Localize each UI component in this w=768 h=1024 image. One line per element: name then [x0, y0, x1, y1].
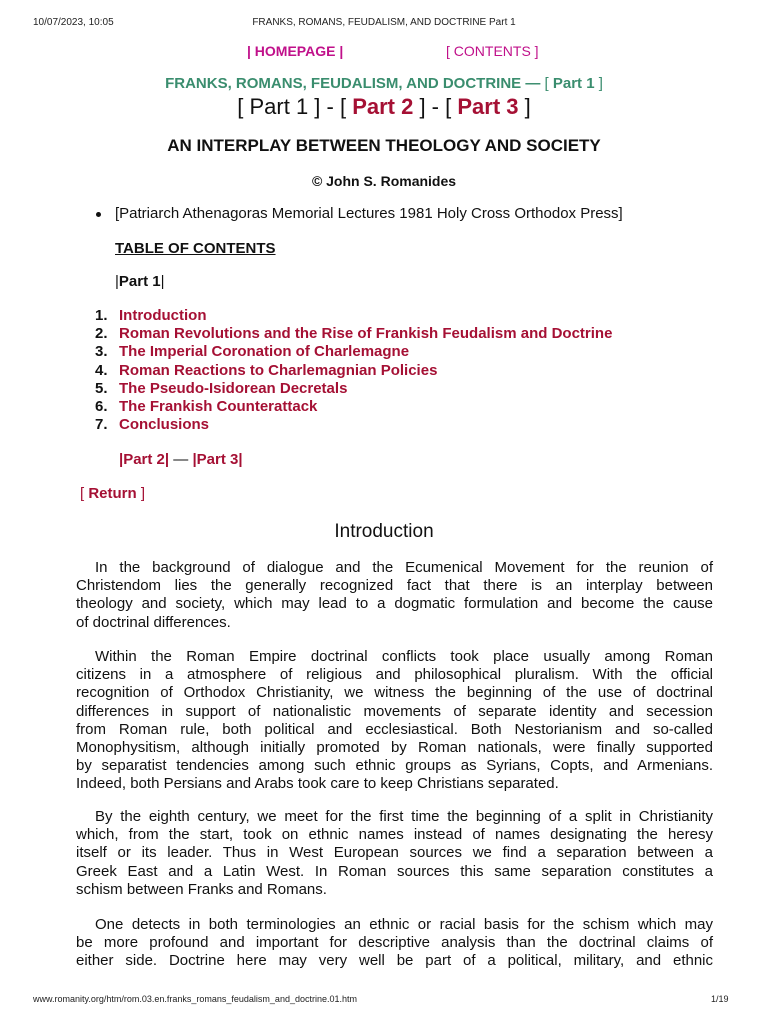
part1-current: [ Part 1 ] - [	[237, 94, 353, 119]
return-link-wrap: [ Return ]	[80, 485, 146, 502]
toc-part1-label: |Part 1|	[115, 273, 165, 290]
toc-item: 5. The Pseudo-Isidorean Decretals	[95, 379, 348, 397]
toc-title: TABLE OF CONTENTS	[115, 240, 276, 257]
return-link[interactable]: Return	[88, 485, 137, 502]
source-note-text: [Patriarch Athenagoras Memorial Lectures 1981 Holy Cross Orthodox Press]	[115, 205, 623, 222]
print-doc-title: FRANKS, ROMANS, FEUDALISM, AND DOCTRINE Part 1	[252, 17, 516, 28]
toc-list	[95, 307, 612, 434]
toc-item: 1. Introduction	[95, 307, 207, 324]
toc-item: 2. Roman Revolutions and the Rise of Frankish Feudalism and Doctrine	[95, 325, 613, 343]
main-heading: AN INTERPLAY BETWEEN THEOLOGY AND SOCIETY	[167, 136, 601, 155]
bullet-dot-icon	[96, 212, 101, 217]
toc-item: 7. Conclusions	[95, 416, 210, 434]
print-datetime: 10/07/2023, 10:05	[33, 17, 114, 28]
toc-link-imperial-coronation[interactable]: The Imperial Coronation of Charlemagne	[119, 343, 410, 361]
page-title-part: Part 1	[552, 75, 595, 92]
section-title: Introduction	[334, 521, 434, 542]
other-parts-nav: |Part 2| — |Part 3|	[119, 451, 243, 468]
parts-nav: [ Part 1 ] - [ Part 2 ] - [ Part 3 ]	[237, 94, 531, 119]
homepage-link[interactable]: | HOMEPAGE |	[247, 43, 344, 59]
toc-link-conclusions[interactable]: Conclusions	[119, 416, 210, 434]
toc-item: 4. Roman Reactions to Charlemagnian Policies	[95, 361, 438, 379]
part2-link[interactable]: Part 2	[352, 94, 414, 119]
page-title-main: FRANKS, ROMANS, FEUDALISM, AND DOCTRINE —	[165, 75, 545, 92]
author-line: © John S. Romanides	[311, 173, 457, 189]
paragraph-3: By the eighth century, we meet for the first time the beginning of a split in Christianity which, from the start, took on ethnic names instead of names designating the heresy itself or its leader. Thus in West European sources we find a separation between a Greek East and a Latin West. In Roman sources this same separation constitutes a schism between Franks and Romans.	[76, 808, 713, 898]
toc-link-frankish-counterattack[interactable]: The Frankish Counterattack	[119, 397, 318, 415]
toc-link-introduction[interactable]: Introduction	[119, 307, 207, 324]
paragraph-2: Within the Roman Empire doctrinal conflicts took place usually among Roman citizens in a atmosphere of religious and philosophical pluralism. With the official recognition of Orthodox Christianity, we witness the beginning of the use of doctrinal differences in support of nationalistic movements of separate identity and secession from Roman rule, both political and ecclesiastical. Both Nestorianism and so-called Monophysitism, although initially promoted by Roman nationals, were finally supported by separatist tendencies among such ethnic groups as Syrians, Copts, and Armenians. Indeed, both Persians and Arabs took care to keep Christians separated.	[76, 648, 713, 793]
contents-link[interactable]: [ CONTENTS ]	[446, 43, 539, 59]
toc-item: 3. The Imperial Coronation of Charlemagne	[95, 343, 410, 361]
print-url: www.romanity.org/htm/rom.03.en.franks_romans_feudalism_and_doctrine.01.htm	[33, 994, 357, 1004]
paragraph-1: In the background of dialogue and the Ecumenical Movement for the reunion of Christendom lies the generally recognized fact that there is an interplay between theology and society, which may lead to a dogmatic formulation and become the cause of doctrinal differences.	[76, 559, 713, 631]
toc-item: 6. The Frankish Counterattack	[95, 397, 318, 415]
toc-link-roman-reactions[interactable]: Roman Reactions to Charlemagnian Policies	[119, 361, 438, 379]
toc-part2-link[interactable]: |Part 2|	[119, 451, 170, 468]
print-page-number: 1/19	[711, 994, 729, 1004]
part3-link[interactable]: Part 3	[457, 94, 519, 119]
toc-link-roman-revolutions[interactable]: Roman Revolutions and the Rise of Frankish Feudalism and Doctrine	[119, 325, 613, 343]
toc-part3-link[interactable]: |Part 3|	[192, 451, 243, 468]
toc-link-pseudo-isidorean[interactable]: The Pseudo-Isidorean Decretals	[119, 379, 348, 397]
paragraph-4: One detects in both terminologies an ethnic or racial basis for the schism which may be more profound and important for descriptive analysis than the doctrinal claims of either side. Doctrine here may very well be part of a political, military, and ethnic	[76, 916, 713, 970]
page-title: FRANKS, ROMANS, FEUDALISM, AND DOCTRINE — [ Part 1 ]	[165, 75, 603, 92]
